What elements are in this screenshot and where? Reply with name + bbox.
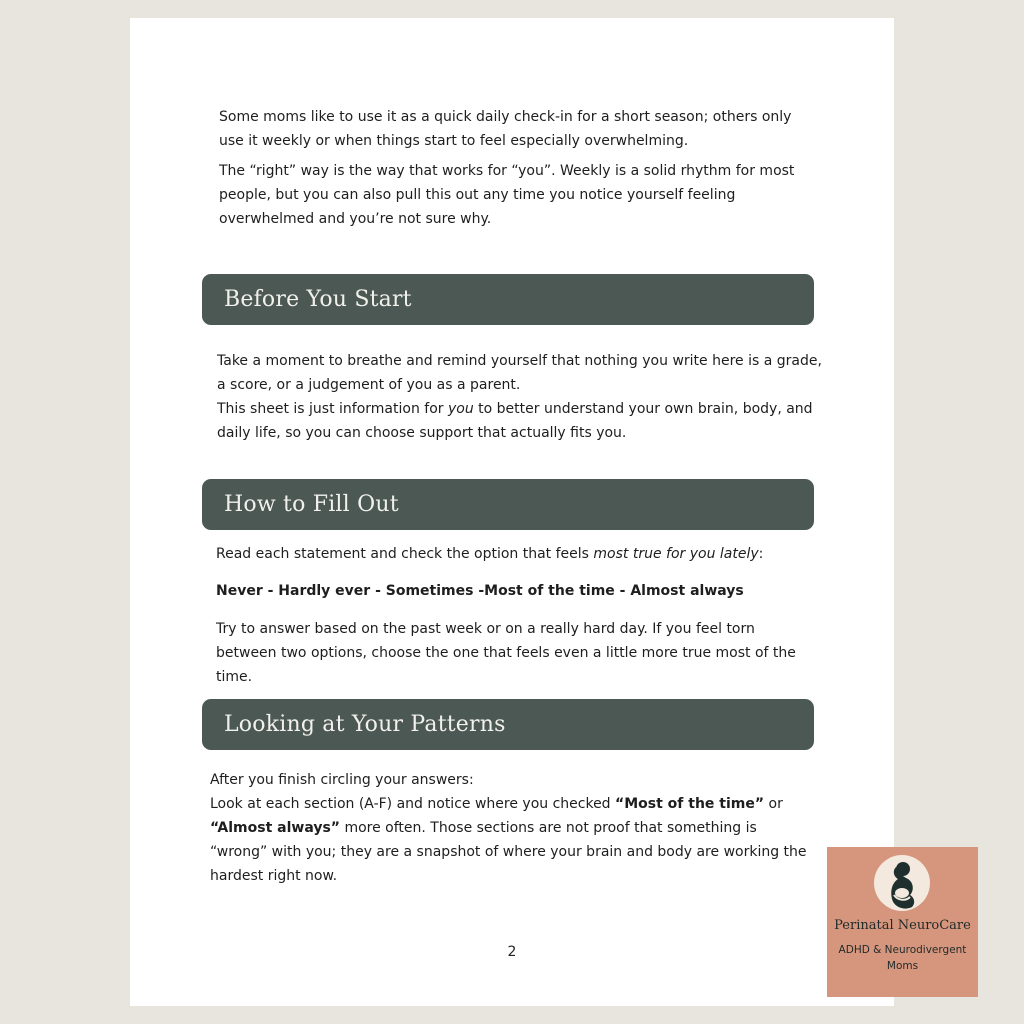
intro-paragraph-1: Some moms like to use it as a quick daily check-in for a short season; others only use it weekly or when things start to feel especially overwhelming. — [219, 109, 792, 149]
document-page — [130, 18, 894, 1006]
logo-title: Perinatal NeuroCare — [834, 918, 971, 933]
section-title: Looking at Your Patterns — [224, 712, 506, 737]
before-start-paragraph-2: This sheet is just information for you to better understand your own brain, body, and daily life, so you can choose support that actually fits you. — [217, 401, 813, 441]
how-to-paragraph-2: Try to answer based on the past week or on a really hard day. If you feel torn between two options, choose the one that feels even a little more true most of the time. — [216, 621, 796, 685]
section-header-before-you-start — [202, 274, 814, 325]
section-header-looking-at-patterns — [202, 699, 814, 750]
section-title: How to Fill Out — [224, 492, 399, 517]
intro-paragraph-2: The “right” way is the way that works for “you”. Weekly is a solid rhythm for most people, but you can also pull this out any time you notice yourself feeling overwhelmed and you’re not sure why. — [219, 163, 795, 227]
patterns-paragraph-2: Look at each section (A-F) and notice where you checked “Most of the time” or “Almost always” more often. Those sections are not proof that something is “wrong” with you; they are a snapshot of where your brain and body are working the hardest right now. — [210, 796, 807, 884]
section-header-how-to-fill-out — [202, 479, 814, 530]
mother-baby-icon — [874, 855, 930, 911]
how-to-instruction: Read each statement and check the option that feels most true for you lately: — [216, 546, 764, 562]
section-title: Before You Start — [224, 287, 412, 312]
rating-scale: Never - Hardly ever - Sometimes -Most of the time - Almost always — [216, 583, 744, 599]
page-number: 2 — [507, 944, 517, 960]
brand-logo — [827, 847, 978, 997]
logo-subtitle: ADHD & Neurodivergent Moms — [838, 944, 967, 972]
patterns-paragraph-1: After you finish circling your answers: — [210, 772, 474, 788]
before-start-paragraph-1: Take a moment to breathe and remind yourself that nothing you write here is a grade, a score, or a judgement of you as a parent. — [217, 353, 822, 393]
